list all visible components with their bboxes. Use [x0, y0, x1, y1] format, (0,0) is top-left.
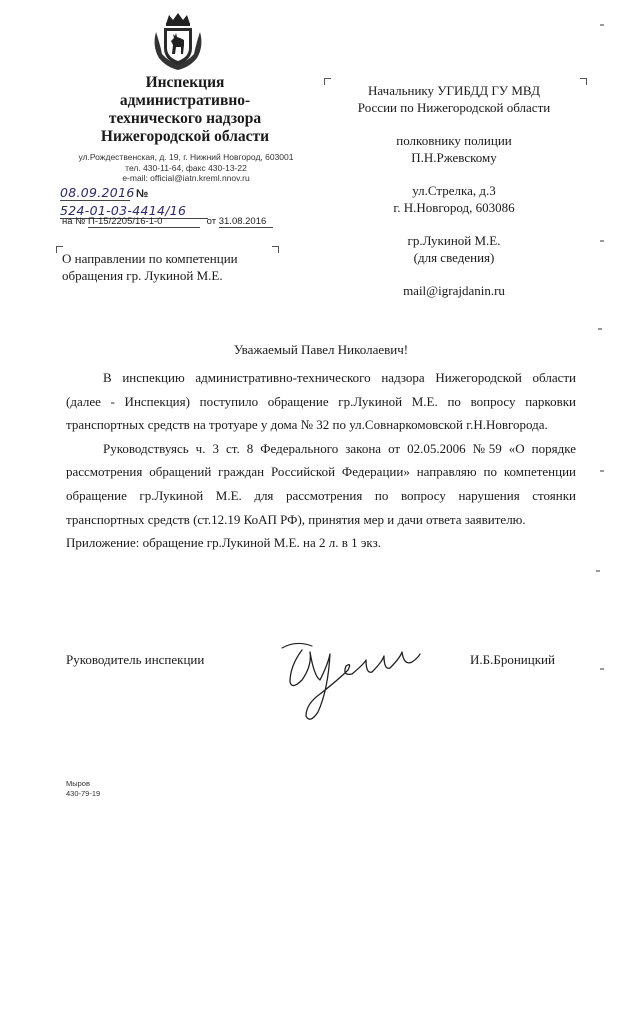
organization-name: [70, 74, 300, 146]
greeting: Уважаемый Павел Николаевич!: [233, 342, 409, 357]
subject-line-1: О направлении по компетенции: [62, 251, 238, 266]
scan-mark: [600, 668, 604, 670]
recipient-rank: полковнику полиции: [396, 133, 512, 148]
outgoing-registration: [60, 184, 300, 220]
coat-of-arms-icon: [150, 10, 206, 72]
subject-line-2: обращения гр. Лукиной М.Е.: [62, 268, 223, 283]
recipient-street: ул.Стрелка, д.3: [412, 183, 496, 198]
paragraph-2: Руководствуясь ч. 3 ст. 8 Федерального закона от 02.05.2006 №59 «О порядке рассмотрения обращений граждан Российской Федерации» направляю по компетенции обращение гр.Лукиной М.Е. для рассмотрения по вопросу нарушения стоянки транспортных средств (ст.12.19 КоАП РФ), принятия мер и дачи ответа заявителю.: [66, 440, 576, 527]
scan-mark: [598, 328, 602, 330]
recipient-title-1: Начальнику УГИБДД ГУ МВД: [368, 83, 540, 98]
signatory-name: И.Б.Броницкий: [470, 652, 555, 667]
scan-mark: [600, 240, 604, 242]
org-address: ул.Рождественская, д. 19, г. Нижний Новгород, 603001: [78, 152, 294, 162]
document-footer: [66, 779, 100, 799]
org-name-line-3: технического надзора: [108, 110, 262, 127]
handwritten-signature: [272, 620, 432, 732]
recipient-title-2: России по Нижегородской области: [357, 100, 551, 115]
recipient-email: mail@igrajdanin.ru: [403, 283, 505, 298]
signatory-position: Руководитель инспекции: [66, 652, 205, 667]
number-sign: №: [136, 188, 149, 200]
letter-body: [66, 366, 576, 555]
recipient-block: [318, 82, 590, 299]
scan-mark: [600, 24, 604, 26]
reference-line: [62, 216, 302, 228]
recipient-name: П.Н.Ржевскому: [411, 150, 497, 165]
reference-from-label: от: [206, 216, 217, 227]
outgoing-number: 524-01-03-4414/16: [60, 203, 208, 219]
org-email: e-mail: official@iatn.kreml.nnov.ru: [122, 173, 250, 183]
reference-date: 31.08.2016: [219, 216, 273, 228]
org-name-line-4: Нижегородской области: [100, 128, 270, 145]
cc-note: (для сведения): [413, 250, 495, 265]
scan-mark: [600, 470, 604, 472]
reference-number: П-15/2205/16-1-0: [88, 216, 200, 228]
recipient-city: г. Н.Новгород, 603086: [393, 200, 515, 215]
outgoing-date: 08.09.2016: [60, 185, 135, 200]
org-name-line-1: Инспекция: [145, 74, 225, 91]
author-name: Мыров: [66, 779, 90, 788]
org-name-line-2: административно-: [119, 92, 251, 109]
org-phone: тел. 430-11-64, факс 430-13-22: [125, 162, 247, 173]
cc-name: гр.Лукиной М.Е.: [407, 233, 501, 248]
reference-prefix: на №: [62, 216, 86, 227]
author-phone: 430-79-19: [66, 789, 101, 798]
paragraph-1: В инспекцию административно-технического надзора Нижегородской области (далее - Инспекция) поступило обращение гр.Лукиной М.Е. по вопросу парковки транспортных средств на тротуаре у дома № 32 по ул.Совнаркомовской г.Н.Новгорода.: [66, 370, 576, 433]
scan-mark: [596, 570, 600, 572]
subject-block: [62, 250, 286, 284]
attachment-line: Приложение: обращение гр.Лукиной М.Е. на 2 л. в 1 экз.: [66, 535, 381, 551]
organization-contacts: [62, 152, 310, 184]
